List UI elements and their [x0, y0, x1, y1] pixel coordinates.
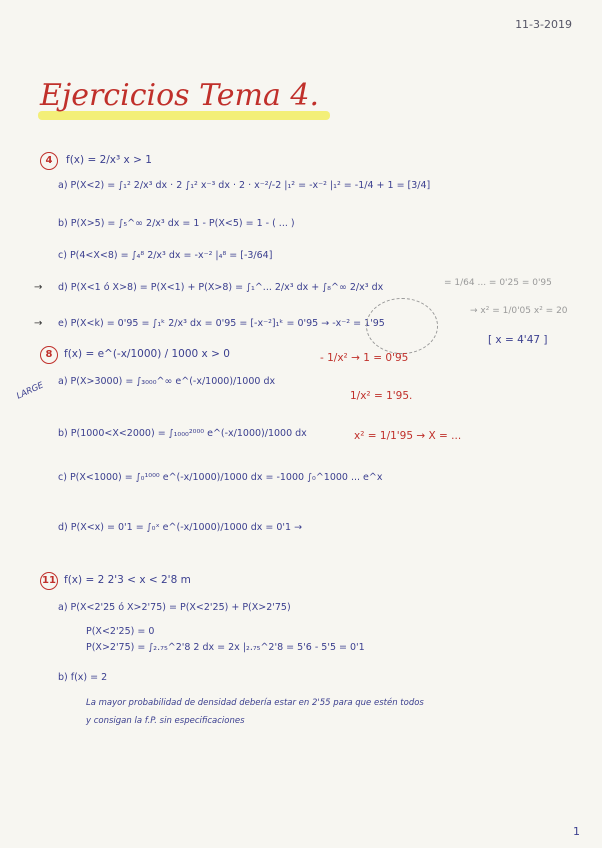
exercise-4a: a) P(X<2) = ∫₁² 2/x³ dx · 2 ∫₁² x⁻³ dx · 2 · x⁻²/-2 |₁² = -x⁻² |₁² = -1/4 + 1 = [3/4]: [58, 180, 431, 191]
exercise-11a: a) P(X<2'25 ó X>2'75) = P(X<2'25) + P(X>2'75): [58, 602, 291, 613]
exercise-4d-side: = 1/64 ... = 0'25 = 0'95: [444, 278, 552, 288]
exercise-4-number: 4: [40, 152, 58, 170]
exercise-11b: b) f(x) = 2: [58, 672, 108, 683]
arrow-icon: →: [34, 282, 43, 293]
scratch-circle: [366, 298, 438, 354]
exercise-11a-1: P(X<2'25) = 0: [86, 626, 155, 637]
exercise-4c: c) P(4<X<8) = ∫₄⁸ 2/x³ dx = -x⁻² |₄⁸ = [-3/64]: [58, 250, 273, 261]
exercise-8-side-2: 1/x² = 1'95.: [350, 390, 413, 402]
exercise-4e: e) P(X<k) = 0'95 = ∫₁ᵏ 2/x³ dx = 0'95 = [-x⁻²]₁ᵏ = 0'95 → -x⁻² = 1'95: [58, 318, 385, 329]
exercise-4d: d) P(X<1 ó X>8) = P(X<1) + P(X>8) = ∫₁^... 2/x³ dx + ∫₈^∞ 2/x³ dx: [58, 282, 384, 293]
exercise-4e-result: [ x = 4'47 ]: [488, 334, 548, 346]
page-number: 1: [573, 825, 580, 838]
exercise-8-number: 8: [40, 346, 58, 364]
exercise-4-definition: f(x) = 2/x³ x > 1: [66, 154, 152, 166]
exercise-8d: d) P(X<x) = 0'1 = ∫₀ˣ e^(-x/1000)/1000 dx = 0'1 →: [58, 522, 303, 533]
exercise-8-side-3: x² = 1/1'95 → X = ...: [354, 430, 462, 442]
arrow-icon: →: [34, 318, 43, 329]
exercise-8a: a) P(X>3000) = ∫₃₀₀₀^∞ e^(-x/1000)/1000 dx: [58, 376, 276, 387]
exercise-11-number: 11: [40, 572, 58, 590]
page-date: 11-3-2019: [515, 18, 572, 31]
exercise-11-definition: f(x) = 2 2'3 < x < 2'8 m: [64, 574, 191, 586]
exercise-8b: b) P(1000<X<2000) = ∫₁₀₀₀²⁰⁰⁰ e^(-x/1000)/1000 dx: [58, 428, 307, 439]
side-label: LARGE: [15, 380, 46, 402]
exercise-11b-note-1: La mayor probabilidad de densidad debería estar en 2'55 para que estén todos: [86, 698, 424, 708]
exercise-8c: c) P(X<1000) = ∫₀¹⁰⁰⁰ e^(-x/1000)/1000 dx = -1000 ∫₀^1000 ... e^x: [58, 472, 383, 483]
exercise-8-side-1: - 1/x² → 1 = 0'95: [320, 352, 409, 364]
exercise-4e-side: → x² = 1/0'05 x² = 20: [470, 306, 568, 316]
exercise-8-definition: f(x) = e^(-x/1000) / 1000 x > 0: [64, 348, 230, 360]
exercise-4b: b) P(X>5) = ∫₅^∞ 2/x³ dx = 1 - P(X<5) = 1 - ( ... ): [58, 218, 295, 229]
exercise-11b-note-2: y consigan la f.P. sin especificaciones: [86, 716, 245, 726]
exercise-11a-2: P(X>2'75) = ∫₂.₇₅^2'8 2 dx = 2x |₂.₇₅^2'8 = 5'6 - 5'5 = 0'1: [86, 642, 365, 653]
page-title: Ejercicios Tema 4.: [40, 78, 320, 113]
